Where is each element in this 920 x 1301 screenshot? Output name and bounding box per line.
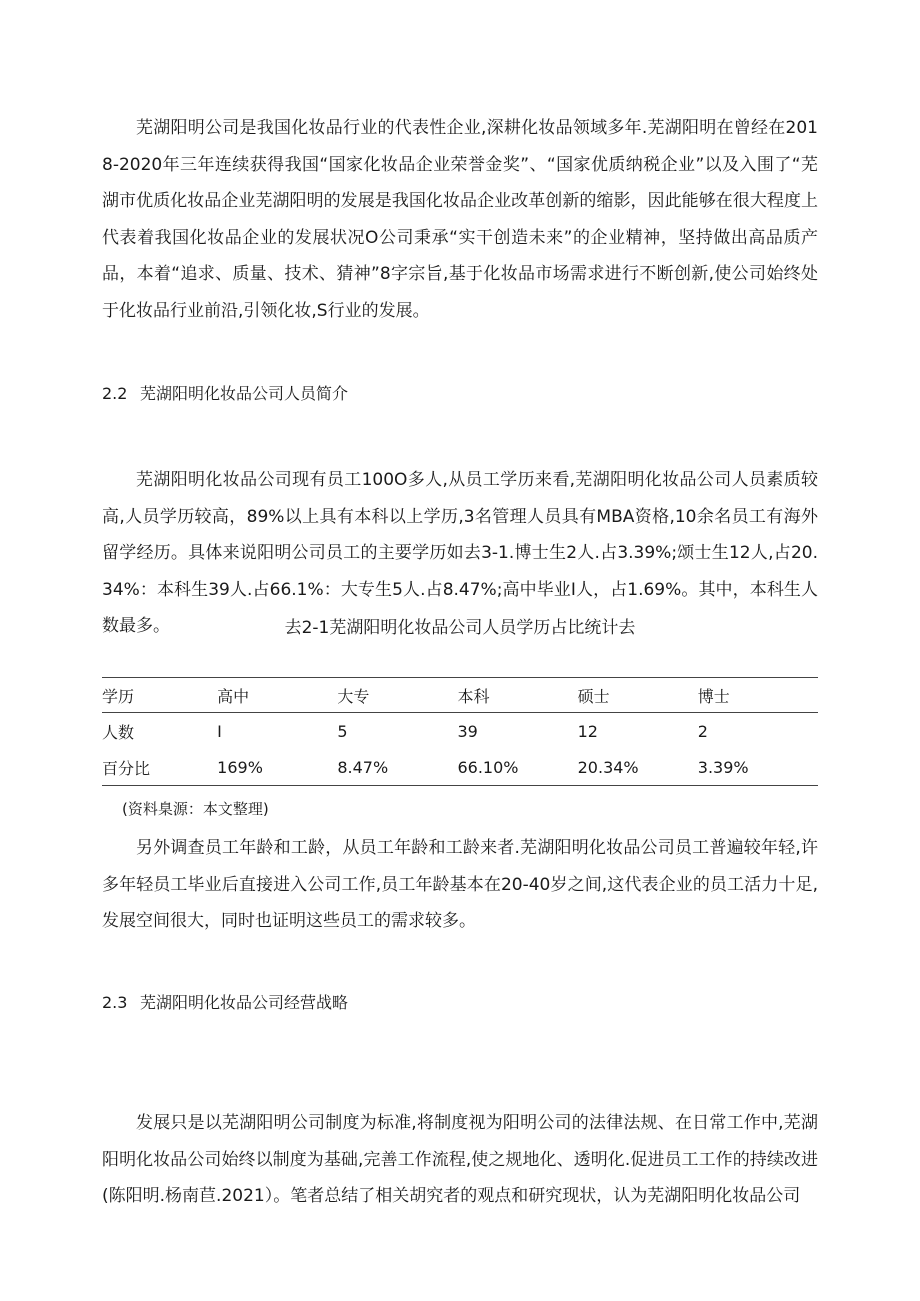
table-cell: 20.34% bbox=[577, 757, 639, 777]
section-number: 2.2 bbox=[102, 384, 128, 403]
table-cell: 百分比 bbox=[102, 758, 151, 778]
education-table bbox=[102, 677, 818, 786]
section-title: 芜湖阳明化妆品公司经营战略 bbox=[140, 993, 349, 1012]
section-number: 2.3 bbox=[102, 993, 128, 1012]
table-cell: I bbox=[217, 721, 222, 741]
table-cell: 5 bbox=[337, 721, 348, 741]
table-row bbox=[102, 713, 818, 750]
table-cell: 12 bbox=[577, 721, 598, 741]
table-header-cell: 硕士 bbox=[577, 686, 610, 706]
table-source-note: (资料臬源：本文整理) bbox=[122, 800, 269, 818]
paragraph-strategy: 发展只是以芜湖阳明公司制度为标准,将制度视为阳明公司的法律法规、在日常工作中,芜湖阳明化妆品公司始终以制度为基础,完善工作流程,使之规地化、透明化.促进员工工作的持续改进(陈阳明.杨南苣.2021）。笔者总结了相关胡究者的观点和研究现状，认为芜湖阳明化妆品公司 bbox=[102, 1113, 818, 1206]
table-cell: 8.47% bbox=[337, 757, 389, 777]
section-title: 芜湖阳明化妆品公司人员简介 bbox=[140, 384, 349, 403]
table-header-cell: 本科 bbox=[457, 686, 490, 706]
table-cell: 人数 bbox=[102, 722, 135, 742]
paragraph-company-intro: 芜湖阳明公司是我国化妆品行业的代表性企业,深耕化妆品领域多年.芜湖阳明在曾经在2018-2020年三年连续获得我国“国家化妆品企业荣誉金奖”、“国家优质纳税企业”以及入围了“芜湖市优质化妆品企业芜湖阳明的发展是我国化妆品企业改革创新的缩影，因此能够在很大程度上代表着我国化妆品企业的发展状况O公司秉承“实干创造未来”的企业精神，坚持做出高品质产品，本着“追求、质量、技术、猜神”8字宗旨,基于化妆品市场需求进行不断创新,使公司始终处于化妆品行业前沿,引领化妆,S行业的发展。 bbox=[102, 118, 818, 321]
section-heading-2-2 bbox=[102, 381, 348, 404]
table-cell: 39 bbox=[457, 721, 478, 741]
table-row bbox=[102, 749, 818, 786]
section-heading-2-3 bbox=[102, 990, 348, 1013]
table-cell: 2 bbox=[697, 721, 708, 741]
table-header-cell: 博士 bbox=[697, 686, 730, 706]
table-header-cell: 高中 bbox=[217, 686, 250, 706]
table-cell: 3.39% bbox=[697, 757, 749, 777]
table-header-cell: 大专 bbox=[337, 686, 370, 706]
paragraph-staff-age: 另外调查员工年龄和工龄，从员工年龄和工龄来者.芜湖阳明化妆品公司员工普遍较年轻,许多年轻员工毕业后直接进入公司工作,员工年龄基本在20-40岁之间,这代表企业的员工活力十足,发展空间很大，同时也证明这些员工的需求较多。 bbox=[102, 838, 818, 931]
paragraph-staff-profile: 芜湖阳明化妆品公司现有员工100O多人,从员工学历来看,芜湖阳明化妆品公司人员素质较高,人员学历较高，89%以上具有本科以上学历,3名管理人员具有MBA资格,10余名员工有海外留学经历。具体来说阳明公司员工的主要学历如去3-1.博士生2人.占3.39%;颂士生12人,占20.34%：本科生39人.占66.1%：大专生5人.占8.47%;高中毕业I人，占1.69%。其中，本科生人数最多。 bbox=[102, 470, 818, 636]
table-cell: 66.10% bbox=[457, 757, 519, 777]
table-caption: 去2-1芜湖阳明化妆品公司人员学历占比统计去 bbox=[284, 618, 636, 638]
table-cell: 169% bbox=[217, 757, 263, 777]
table-header-row bbox=[102, 678, 818, 713]
table-header-cell: 学历 bbox=[102, 686, 135, 706]
